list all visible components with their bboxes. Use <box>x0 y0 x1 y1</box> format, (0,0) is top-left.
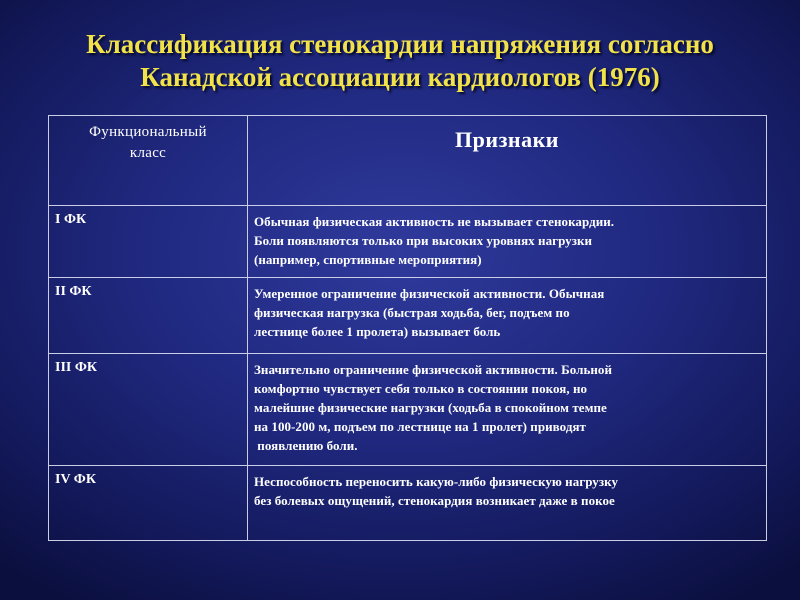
classification-table <box>48 115 767 541</box>
signs-cell <box>248 466 767 541</box>
signs-line: Обычная физическая активность не вызывает стенокардии. <box>254 214 615 229</box>
signs-line: появлению боли. <box>254 438 358 453</box>
table-row <box>49 466 767 541</box>
signs-line: на 100-200 м, подъем по лестнице на 1 пролет) приводят <box>254 419 586 434</box>
class-cell: III ФК <box>49 354 248 466</box>
signs-line: лестнице более 1 пролета) вызывает боль <box>254 324 501 339</box>
class-cell: IV ФК <box>49 466 248 541</box>
header-functional-class <box>49 116 248 206</box>
table-row <box>49 278 767 354</box>
table-row <box>49 354 767 466</box>
class-cell: I ФК <box>49 206 248 278</box>
signs-line: Умеренное ограничение физической активности. Обычная <box>254 286 605 301</box>
slide-title-line-1: Классификация стенокардии напряжения согласно <box>86 29 714 59</box>
signs-line: без болевых ощущений, стенокардия возникает даже в покое <box>254 493 615 508</box>
signs-cell <box>248 354 767 466</box>
signs-line: Боли появляются только при высоких уровнях нагрузки <box>254 233 593 248</box>
signs-line: малейшие физические нагрузки (ходьба в спокойном темпе <box>254 400 607 415</box>
slide-title-line-2: Канадской ассоциации кардиологов (1976) <box>140 62 660 92</box>
header-signs: Признаки <box>248 116 767 206</box>
signs-line: Значительно ограничение физической активности. Больной <box>254 362 613 377</box>
class-cell: II ФК <box>49 278 248 354</box>
signs-cell <box>248 278 767 354</box>
signs-cell <box>248 206 767 278</box>
signs-line: физическая нагрузка (быстрая ходьба, бег, подъем по <box>254 305 570 320</box>
signs-line: (например, спортивные мероприятия) <box>254 252 482 267</box>
signs-line: Неспособность переносить какую-либо физическую нагрузку <box>254 474 619 489</box>
table-row <box>49 206 767 278</box>
header-functional-class-line-2: класс <box>129 145 167 161</box>
signs-line: комфортно чувствует себя только в состоянии покоя, но <box>254 381 588 396</box>
table-header-row <box>49 116 767 206</box>
header-functional-class-line-1: Функциональный <box>89 124 207 140</box>
slide-title <box>0 28 800 94</box>
